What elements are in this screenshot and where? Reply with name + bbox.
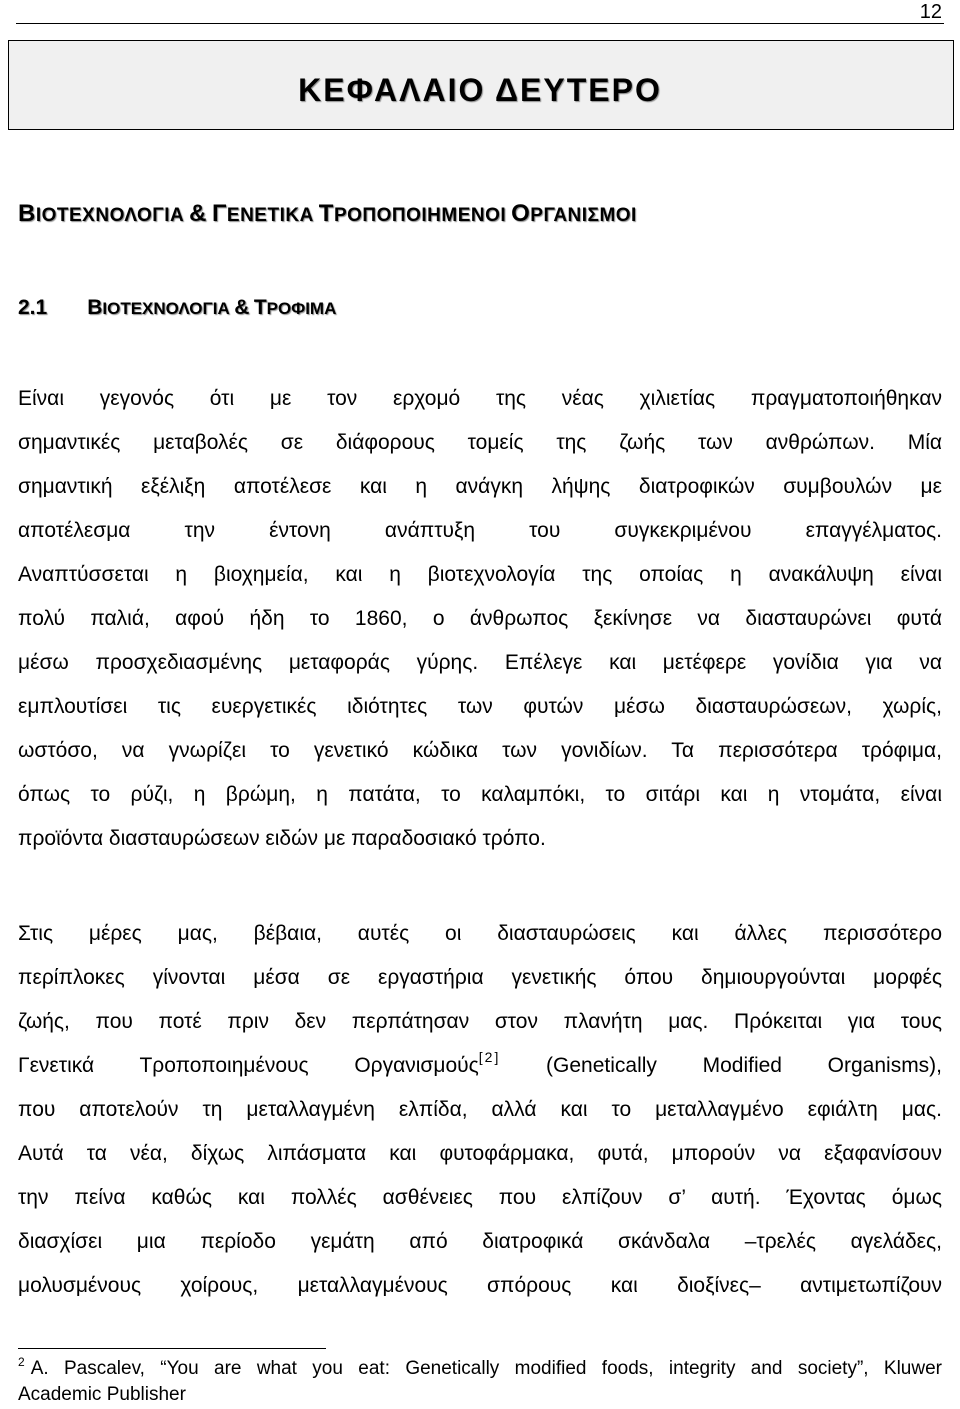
paragraph-line: ωστόσο, να γνωρίζει το γενετικό κώδικα των γονιδίων. Τα περισσότερα τρόφιμα, [18, 739, 942, 762]
page-number: 12 [919, 1, 942, 23]
footnote-rule [18, 1348, 326, 1349]
paragraph-line: πολύ παλιά, αφού ήδη το 1860, ο άνθρωπος ξεκίνησε να διασταυρώνει φυτά [18, 607, 942, 630]
paragraph-line: προϊόντα διασταυρώσεων ειδών με παραδοσιακό τρόπο. [18, 827, 546, 850]
paragraph-line: σημαντική εξέλιξη αποτέλεσε και η ανάγκη λήψης διατροφικών συμβουλών με [18, 475, 942, 498]
chapter-title: ΚΕΦΑΛΑΙΟ ΔΕΥΤΕΡΟ [298, 72, 662, 108]
header-rule [16, 23, 944, 24]
subsection-heading [18, 296, 336, 320]
section-title: ΒΙΟΤΕΧΝΟΛΟΓΙΑ & ΓΕΝΕΤΙΚΑ ΤΡΟΠΟΠΟΙΗΜΕΝΟΙ ΟΡΓΑΝΙΣΜΟΙ [18, 200, 637, 227]
paragraph-line: εμπλουτίσει τις ευεργετικές ιδιότητες των φυτών μέσω διασταυρώσεων, χωρίς, [18, 695, 942, 718]
paragraph-line: περίπλοκες γίνονται μέσα σε εργαστήρια γενετικής όπου δημιουργούνται μορφές [18, 966, 942, 989]
paragraph-line: ζωής, που ποτέ πριν δεν περπάτησαν στον πλανήτη μας. Πρόκειται για τους [18, 1010, 942, 1033]
paragraph-line: που αποτελούν τη μεταλλαγμένη ελπίδα, αλλά και το μεταλλαγμένο εφιάλτη μας. [18, 1098, 942, 1121]
paragraph-line-with-reference [18, 1044, 942, 1088]
paragraph-line: Αναπτύσσεται η βιοχημεία, και η βιοτεχνολογία της οποίας η ανακάλυψη είναι [18, 563, 942, 586]
paragraph-line: μολυσμένους χοίρους, μεταλλαγμένους σπόρους και διοξίνες– αντιμετωπίζουν [18, 1274, 942, 1297]
footnote-marker: 2 [18, 1355, 25, 1369]
footnote [18, 1356, 942, 1408]
paragraph-line: σημαντικές μεταβολές σε διάφορους τομείς της ζωής των ανθρώπων. Μία [18, 431, 942, 454]
paragraph-line: μέσω προσχεδιασμένης μεταφοράς γύρης. Επέλεγε και μετέφερε γονίδια για να [18, 651, 942, 674]
paragraph-1 [18, 377, 942, 861]
paragraph-line: όπως το ρύζι, η βρώμη, η πατάτα, το καλαμπόκι, το σιτάρι και η ντομάτα, είναι [18, 783, 942, 806]
reference-line-end: (Genetically Modified Organisms), [500, 1054, 943, 1077]
paragraph-line: αποτέλεσμα την έντονη ανάπτυξη του συγκεκριμένου επαγγέλματος. [18, 519, 942, 542]
footnote-line [18, 1356, 942, 1382]
subsection-title: ΒΙΟΤΕΧΝΟΛΟΓΙΑ & ΤΡΟΦΙΜΑ [87, 296, 337, 319]
paragraph-line: Είναι γεγονός ότι με τον ερχομό της νέας χιλιετίας πραγματοποιήθηκαν [18, 387, 942, 410]
reference-marker[interactable]: [2] [478, 1049, 501, 1065]
footnote-line: Academic Publisher [18, 1384, 186, 1405]
subsection-number: 2.1 [18, 296, 48, 319]
paragraph-line: Στις μέρες μας, βέβαια, αυτές οι διασταυρώσεις και άλλες περισσότερο [18, 922, 942, 945]
paragraph-line: την πείνα καθώς και πολλές ασθένειες που ελπίζουν σ’ αυτή. Έχοντας όμως [18, 1186, 942, 1209]
paragraph-2 [18, 912, 942, 1308]
paragraph-line: Αυτά τα νέα, δίχως λιπάσματα και φυτοφάρμακα, φυτά, μπορούν να εξαφανίσουν [18, 1142, 942, 1165]
footnote-text: A. Pascalev, “You are what you eat: Genetically modified foods, integrity and society”, Kluwer [30, 1358, 942, 1379]
reference-line-start: Γενετικά Τροποποιημένους Οργανισμούς [18, 1054, 479, 1077]
paragraph-line: διασχίσει μια περίοδο γεμάτη από διατροφικά σκάνδαλα –τρελές αγελάδες, [18, 1230, 942, 1253]
